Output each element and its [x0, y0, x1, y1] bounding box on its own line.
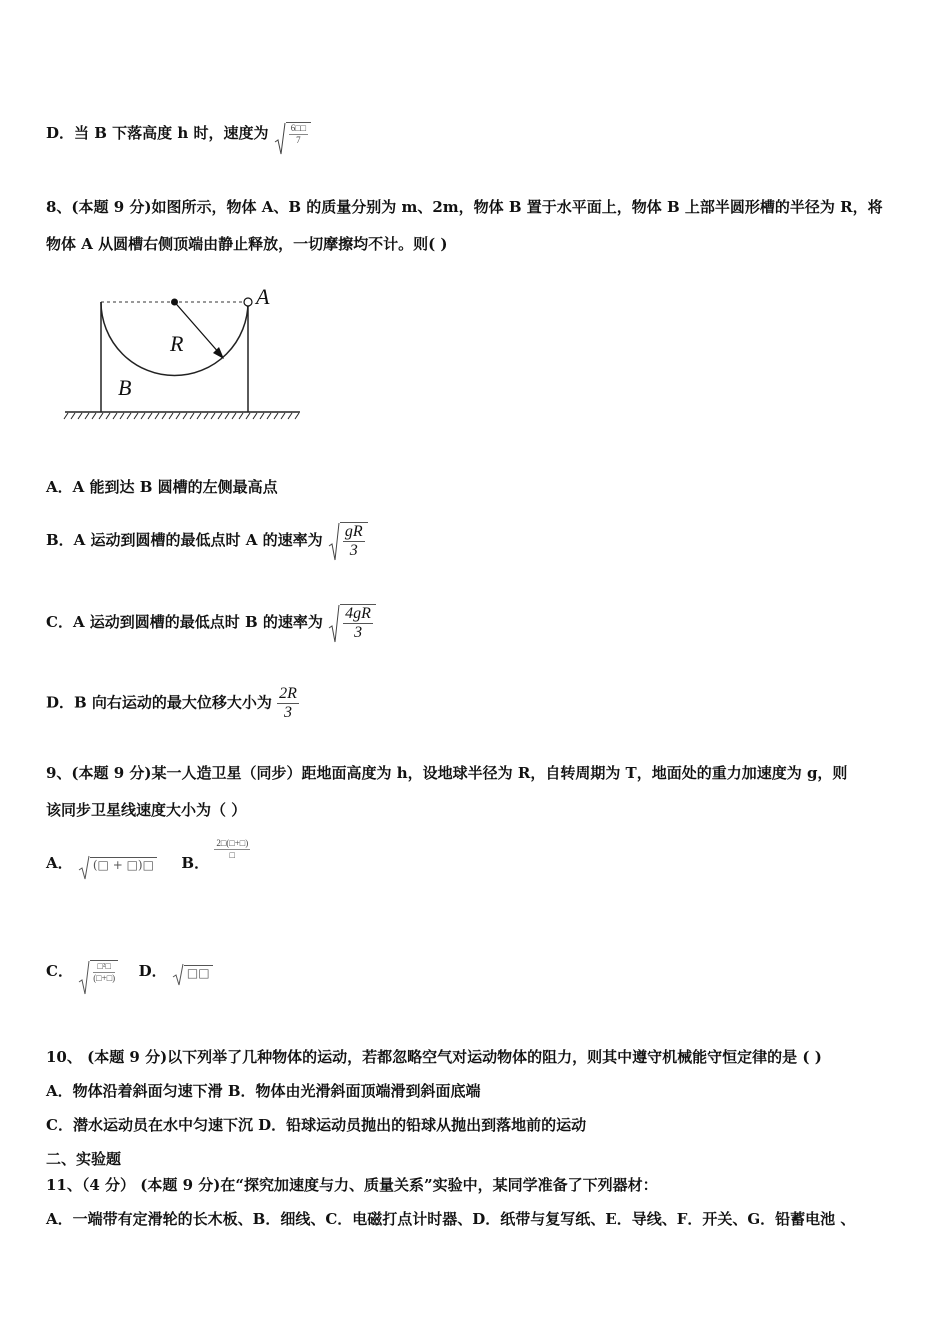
q9-option-c-formula	[78, 960, 118, 984]
q8-option-a: A．A 能到达 B 圆槽的左侧最高点	[46, 478, 278, 496]
q8-option-c-formula	[328, 604, 376, 642]
q8-b-den: 3	[349, 542, 358, 559]
q9-option-b-formula	[214, 838, 250, 861]
q8-option-b	[46, 522, 368, 560]
q9-option-d-formula	[172, 963, 213, 981]
q9-d-body: □□	[184, 965, 213, 980]
q9-stem-line1: 9、(本题 9 分)某一人造卫星（同步）距地面高度为 h，设地球半径为 R，自转周期为 T，地面处的重力加速度为 g，则	[46, 764, 848, 782]
radical-sign-icon	[328, 522, 340, 562]
q10-stem: 10、 (本题 9 分)以下列举了几种物体的运动，若都忽略空气对运动物体的阻力，则其中遵守机械能守恒定律的是 ( )	[46, 1048, 822, 1066]
q9-a-body: (□ + □)□	[90, 857, 157, 872]
q9-option-b-label: B．	[181, 854, 210, 872]
q11-items: A．一端带有定滑轮的长木板、B．细线、C．电磁打点计时器、D．纸带与复写纸、E．导线、F．开关、G．铅蓄电池 、	[46, 1210, 856, 1228]
q9-b-num: 2□(□+□)	[216, 838, 249, 848]
q8-c-num: 4gR	[345, 605, 371, 622]
section2-title: 二、实验题	[46, 1150, 122, 1168]
q9-options-cd	[46, 960, 213, 984]
q11-stem: 11、（4 分） (本题 9 分)在“探究加速度与力、质量关系”实验中，某同学准备了下列器材：	[46, 1176, 658, 1194]
label-a: A	[256, 284, 270, 309]
radical-sign-icon	[172, 963, 184, 987]
q8-option-c-text: C．A 运动到圆槽的最低点时 B 的速率为	[46, 613, 323, 631]
label-b: B	[118, 375, 132, 400]
label-r: R	[170, 331, 184, 356]
q7-option-d-text: D．当 B 下落高度 h 时，速度为	[46, 124, 269, 142]
q10-options-cd: C．潜水运动员在水中匀速下沉 D．铅球运动员抛出的铅球从抛出到落地前的运动	[46, 1116, 587, 1134]
radical-sign-icon	[78, 960, 90, 996]
radical-sign-icon	[274, 122, 286, 156]
object-a-circle	[244, 298, 252, 306]
q8-option-b-text: B．A 运动到圆槽的最低点时 A 的速率为	[46, 531, 323, 549]
q8-d-num: 2R	[279, 685, 297, 702]
q8-b-num: gR	[344, 523, 363, 540]
q8-stem-line2: 物体 A 从圆槽右侧顶端由静止释放，一切摩擦均不计。则( )	[46, 235, 448, 253]
q9-c-num: □²□	[93, 961, 115, 973]
q8-c-den: 3	[354, 624, 363, 641]
q7-d-num: 6□□	[290, 123, 307, 133]
q8-option-d-text: D．B 向右运动的最大位移大小为	[46, 693, 272, 712]
q7-option-d	[46, 122, 311, 146]
radical-sign-icon	[78, 855, 90, 881]
q9-option-a-formula	[78, 855, 157, 873]
q9-c-den: (□+□)	[93, 973, 116, 983]
q9-option-d-label: D．	[138, 962, 167, 980]
q7-d-den: 7	[296, 135, 301, 145]
q8-option-d	[46, 685, 299, 722]
q9-options-ab	[46, 838, 250, 873]
q8-option-d-formula	[277, 685, 299, 722]
ground-hatching	[64, 413, 299, 419]
q9-option-c-label: C．	[46, 962, 73, 980]
q8-option-b-formula	[328, 522, 368, 560]
q9-option-a-label: A．	[46, 854, 73, 872]
radical-sign-icon	[328, 604, 340, 644]
q8-stem-line1: 8、(本题 9 分)如图所示，物体 A、B 的质量分别为 m、2m，物体 B 置于水平面上，物体 B 上部半圆形槽的半径为 R，将	[46, 198, 883, 216]
q10-options-ab: A．物体沿着斜面匀速下滑 B．物体由光滑斜面顶端滑到斜面底端	[46, 1082, 481, 1100]
q8-option-c	[46, 604, 376, 642]
q9-stem-line2: 该同步卫星线速度大小为（ ）	[46, 801, 247, 819]
q7-option-d-formula	[274, 122, 311, 146]
q8-figure	[60, 280, 310, 425]
q8-d-den: 3	[284, 704, 293, 721]
q9-b-den: □	[229, 850, 235, 860]
